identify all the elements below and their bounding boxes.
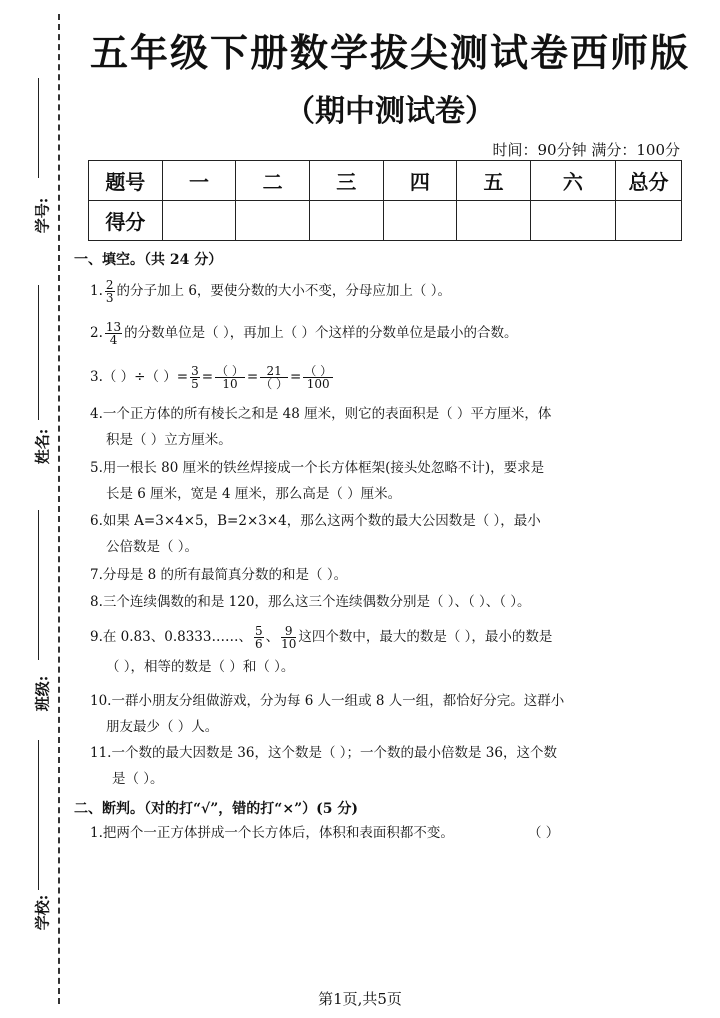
- judge-answer-blank[interactable]: （ ）: [528, 825, 560, 841]
- q9-line2: （ ），相等的数是（ ）和（ ）。: [106, 659, 295, 675]
- page-number: 第1页,共5页: [318, 990, 402, 1008]
- question-11: [90, 740, 610, 792]
- score-cell: 一: [162, 161, 236, 201]
- question-5: [90, 455, 610, 507]
- q9-rest: 这四个数中，最大的数是（ ），最小的数是: [298, 629, 553, 645]
- q9-fraction-1: [254, 625, 264, 650]
- score-table-score-row: [89, 201, 682, 241]
- q3-fraction-2: [215, 365, 245, 390]
- q11-line1: 11.一个数的最大因数是 36，这个数是（ ）；一个数的最小倍数是 36，这个数: [90, 745, 557, 761]
- question-1: [90, 278, 590, 304]
- question-8: 8.三个连续偶数的和是 120，那么这三个连续偶数分别是（ ）、（ ）、（ ）。: [90, 594, 531, 610]
- q1-prefix: 1.: [90, 283, 103, 299]
- time-score-info: 时间：90分钟 满分：100分: [492, 141, 680, 159]
- student-no-line: [38, 78, 39, 178]
- q3-fraction-3: [260, 365, 288, 390]
- score-cell: 五: [457, 161, 531, 201]
- q1-text: 的分子加上 6，要使分数的大小不变，分母应加上（ ）。: [116, 283, 451, 299]
- score-input-cell[interactable]: [616, 201, 682, 241]
- class-label: 班级:: [33, 675, 52, 712]
- question-4: [90, 401, 610, 453]
- q4-line2: 积是（ ）立方厘米。: [106, 432, 232, 448]
- q3-fraction-1: [190, 365, 200, 390]
- q3-f1-num: 3: [191, 364, 199, 378]
- section2-heading: 二、断判。（对的打“√”，错的打“×”）(5 分): [74, 801, 359, 817]
- q3-f2-num: （ ）: [216, 364, 244, 378]
- score-table: [88, 160, 682, 241]
- name-label: 姓名:: [33, 428, 52, 465]
- q3-start: 3.（ ）÷（ ）=: [90, 369, 189, 385]
- q9-f1-den: 6: [254, 637, 263, 651]
- score-cell: 题号: [89, 161, 163, 201]
- score-cell: 二: [236, 161, 310, 201]
- question-7: 7.分母是 8 的所有最简真分数的和是（ ）。: [90, 567, 348, 583]
- question-6: [90, 508, 610, 560]
- student-no-label: 学号:: [33, 197, 52, 234]
- q1-denominator: 3: [105, 291, 114, 305]
- score-input-cell[interactable]: [162, 201, 236, 241]
- q3-f2-den: 10: [222, 377, 238, 391]
- q10-line1: 10.一群小朋友分组做游戏，分为每 6 人一组或 8 人一组，都恰好分完。这群小: [90, 693, 565, 709]
- section1-heading: 一、填空。（共 24 分）: [74, 252, 223, 268]
- score-cell: 总分: [616, 161, 682, 201]
- score-cell: 三: [309, 161, 383, 201]
- score-cell: 六: [530, 161, 615, 201]
- score-input-cell[interactable]: [309, 201, 383, 241]
- q3-f3-den: （ ）: [260, 377, 289, 391]
- q9-f2-num: 9: [281, 625, 296, 638]
- q6-line1: 6.如果 A=3×4×5，B=2×3×4，那么这两个数的最大公因数是（ ），最小: [90, 513, 541, 529]
- score-input-cell[interactable]: [530, 201, 615, 241]
- question-9: [90, 624, 650, 680]
- q9-sep: 、: [265, 629, 280, 645]
- q2-denominator: 4: [109, 333, 118, 347]
- class-line: [38, 510, 39, 660]
- school-line: [38, 740, 39, 890]
- q3-eq: =: [201, 369, 214, 385]
- q2-prefix: 2.: [90, 325, 103, 341]
- q3-eq: =: [246, 369, 259, 385]
- q9-line1: [90, 624, 650, 650]
- question-10: [90, 688, 610, 740]
- q5-line2: 长是 6 厘米，宽是 4 厘米，那么高是（ ）厘米。: [106, 486, 402, 502]
- page-subtitle: （期中测试卷）: [285, 94, 495, 129]
- q3-eq: =: [290, 369, 302, 385]
- score-table-header-row: [89, 161, 682, 201]
- question-3: [90, 364, 650, 390]
- score-input-cell[interactable]: [457, 201, 531, 241]
- score-label-cell: 得分: [89, 201, 163, 241]
- name-line: [38, 285, 39, 420]
- q2-numerator: 13: [105, 320, 122, 334]
- q6-line2: 公倍数是（ ）。: [106, 539, 199, 555]
- score-input-cell[interactable]: [236, 201, 310, 241]
- q9-fraction-2: [281, 625, 296, 650]
- q2-text: 的分数单位是（ ），再加上（ ）个这样的分数单位是最小的合数。: [124, 325, 518, 341]
- q4-line1: 4.一个正方体的所有棱长之和是 48 厘米，则它的表面积是（ ）平方厘米，体: [90, 406, 552, 422]
- q10-line2: 朋友最少（ ）人。: [106, 719, 219, 735]
- q2-fraction: [105, 321, 122, 346]
- binding-dashed-line: [58, 14, 60, 1004]
- q3-f4-num: （ ）: [304, 364, 333, 378]
- q1-fraction: [105, 279, 115, 304]
- q9-f1-num: 5: [254, 624, 263, 638]
- question-2: [90, 320, 590, 346]
- school-label: 学校:: [33, 894, 52, 931]
- q9-f2-den: 10: [281, 637, 297, 651]
- q3-fraction-4: [303, 365, 333, 390]
- q3-f3-num: 21: [260, 365, 288, 378]
- q3-f4-den: 100: [306, 377, 330, 391]
- q11-line2: 是（ ）。: [112, 771, 164, 787]
- q3-f1-den: 5: [191, 377, 199, 391]
- q9-start: 9.在 0.83、0.8333……、: [90, 629, 252, 645]
- judge-question-1: 1.把两个一正方体拼成一个长方体后，体积和表面积都不变。: [90, 825, 454, 841]
- score-input-cell[interactable]: [383, 201, 457, 241]
- q5-line1: 5.用一根长 80 厘米的铁丝焊接成一个长方体框架(接头处忽略不计)，要求是: [90, 460, 545, 476]
- score-cell: 四: [383, 161, 457, 201]
- page-title: 五年级下册数学拔尖测试卷西师版: [89, 30, 690, 75]
- q1-numerator: 2: [105, 278, 114, 292]
